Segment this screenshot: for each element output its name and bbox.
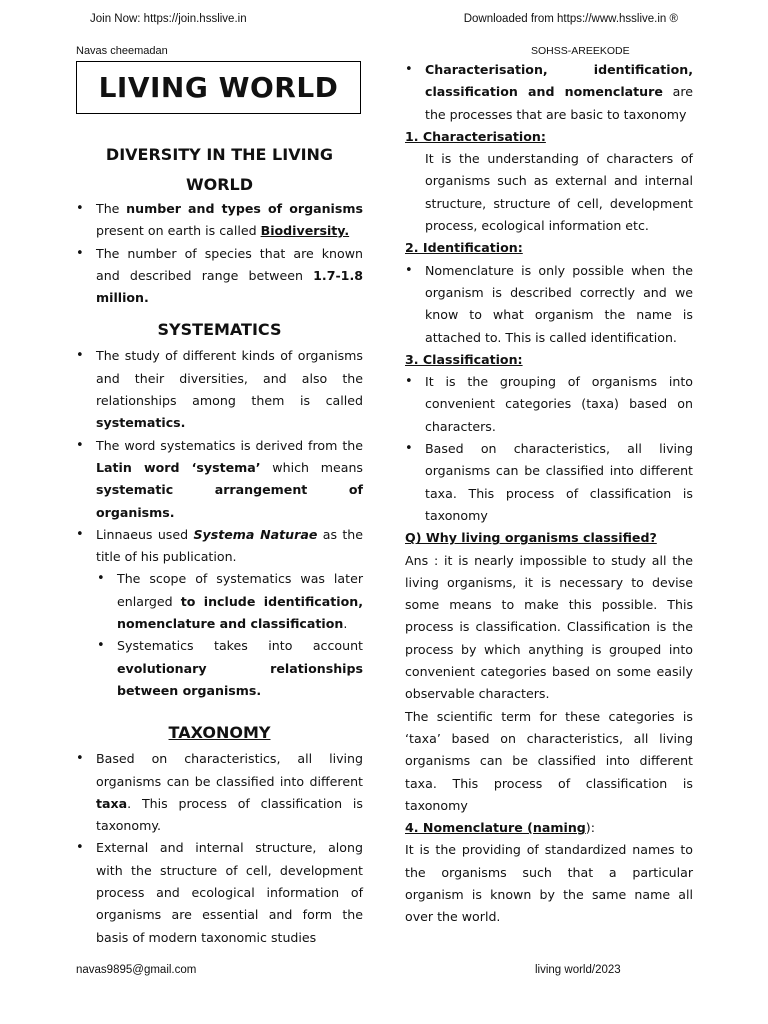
footer-email: navas9895@gmail.com [76,964,197,976]
header-download-source: Downloaded from https://www.hsslive.in ® [463,13,678,25]
list-item: • Nomenclature is only possible when the organism is described correctly and we know to what organism the name is attached to. This is called identification. [405,260,693,349]
author-name: Navas cheemadan [76,45,168,57]
list-item: • The study of different kinds of organisms and their diversities, and also the relationships among them is called systematics. [76,345,363,434]
nomenclature-text: It is the providing of standardized names to the organisms such that a particular organism is known by the same name all over the world. [405,842,693,925]
list-item: • Based on characteristics, all living organisms can be classified into different taxa. This process of classification is taxonomy. [76,748,363,837]
list-item: • The word systematics is derived from the Latin word ‘systema’ which means systematic arrangement of organisms. [76,435,363,524]
list-item: • The scope of systematics was later enlarged to include identification, nomenclature and classification. [76,568,363,635]
question-heading: Q) Why living organisms classified? [405,530,657,546]
list-item: • The number and types of organisms present on earth is called Biodiversity. [76,198,363,243]
heading-characterisation: 1. Characterisation: [405,128,546,144]
classification-list [405,371,693,527]
systematics-list [76,345,363,702]
scientific-term-text: The scientific term for these categories is ‘taxa’ based on characteristics, all living organisms can be classified into different taxa. This process of classification is taxonomy [405,708,693,813]
list-item: • External and internal structure, along with the structure of cell, development process and ecological information of organisms are essential and form the basis of modern taxonomic studies [76,837,363,948]
left-column [76,140,363,949]
diversity-list [76,198,363,309]
heading-classification: 3. Classification: [405,351,523,367]
intro-list [405,59,693,126]
right-column [405,59,693,929]
header-join-link[interactable]: Join Now: https://join.hsslive.in [90,13,247,25]
heading-nomenclature: 4. Nomenclature (naming): [405,820,595,836]
heading-systematics: SYSTEMATICS [157,320,282,340]
list-item: • Linnaeus used Systema Naturae as the title of his publication. [76,524,363,569]
list-item: • It is the grouping of organisms into convenient categories (taxa) based on characters. [405,371,693,438]
heading-identification: 2. Identification: [405,240,523,256]
school-name: SOHSS-AREEKODE [531,45,630,57]
list-item: • Characterisation, identification, classification and nomenclature are the processes that are basic to taxonomy [405,59,693,126]
taxonomy-list [76,748,363,949]
list-item: • Based on characteristics, all living organisms can be classified into different taxa. This process of classification is taxonomy [405,438,693,527]
characterisation-text: It is the understanding of characters of organisms such as external and internal structure, structure of cell, development process, ecological information etc. [425,151,693,234]
heading-diversity [76,140,363,200]
list-item: • Systematics takes into account evolutionary relationships between organisms. [76,635,363,702]
identification-list [405,260,693,349]
footer-page-label: living world/2023 [535,964,621,976]
answer-text: Ans : it is nearly impossible to study all the living organisms, it is necessary to devise some means to make this possible. This process is classification. Classification is the process by which anything is grouped into convenient categories based on some easily observable characters. [405,552,693,702]
page-title-text: LIVING WORLD [98,71,339,104]
heading-taxonomy: TAXONOMY [168,723,271,743]
list-item: • The number of species that are known and described range between 1.7-1.8 million. [76,243,363,310]
page-title [76,61,361,114]
heading-diversity-line2: WORLD [185,175,254,194]
heading-diversity-line1: DIVERSITY IN THE LIVING [105,145,334,164]
